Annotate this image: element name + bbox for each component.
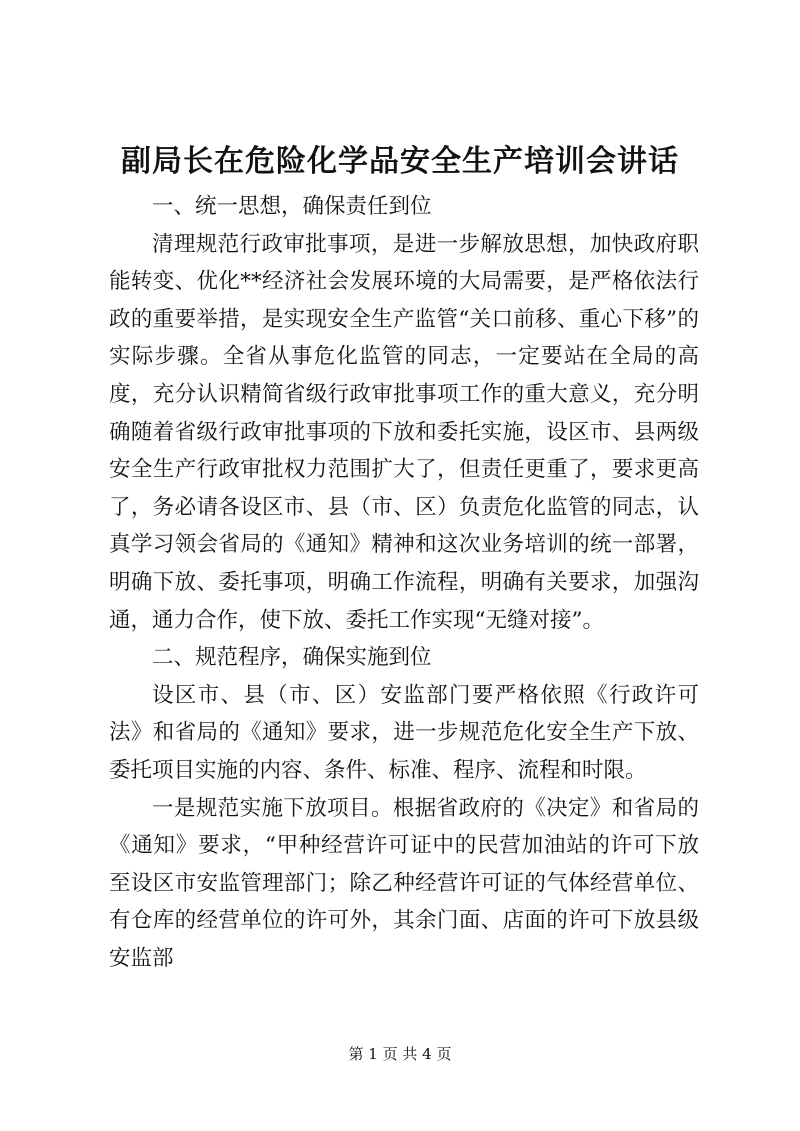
document-body: [109, 188, 699, 977]
page-title: 副局长在危险化学品安全生产培训会讲话: [121, 144, 679, 179]
section-heading-1: 一、统一思想，确保责任到位: [152, 194, 432, 219]
section-heading-2: 二、规范程序，确保实施到位: [152, 645, 432, 671]
page-footer: 第 1 页 共 4 页: [348, 1045, 452, 1063]
paragraph-1: 清理规范行政审批事项，是进一步解放思想，加快政府职能转变、优化**经济社会发展环境的大局需要，是严格依法行政的重要举措，是实现安全生产监管“关口前移、重心下移”的实际步骤。全省从事危化监管的同志，一定要站在全局的高度，充分认识精简省级行政审批事项工作的重大意义，充分明确随着省级行政审批事项的下放和委托实施，设区市、县两级安全生产行政审批权力范围扩大了，但责任更重了，要求更高了，务必请各设区市、县（市、区）负责危化监管的同志，认真学习领会省局的《通知》精神和这次业务培训的统一部署，明确下放、委托事项，明确工作流程，明确有关要求，加强沟通，通力合作，使下放、委托工作实现“无缝对接”。: [109, 231, 699, 633]
paragraph-2: 设区市、县（市、区）安监部门要严格依照《行政许可法》和省局的《通知》要求，进一步规范危化安全生产下放、委托项目实施的内容、条件、标准、程序、流程和时限。: [109, 682, 699, 783]
paragraph-3: 一是规范实施下放项目。根据省政府的《决定》和省局的《通知》要求，“甲种经营许可证中的民营加油站的许可下放至设区市安监管理部门；除乙种经营许可证的气体经营单位、有仓库的经营单位的许可外，其余门面、店面的许可下放县级安监部: [109, 795, 699, 971]
